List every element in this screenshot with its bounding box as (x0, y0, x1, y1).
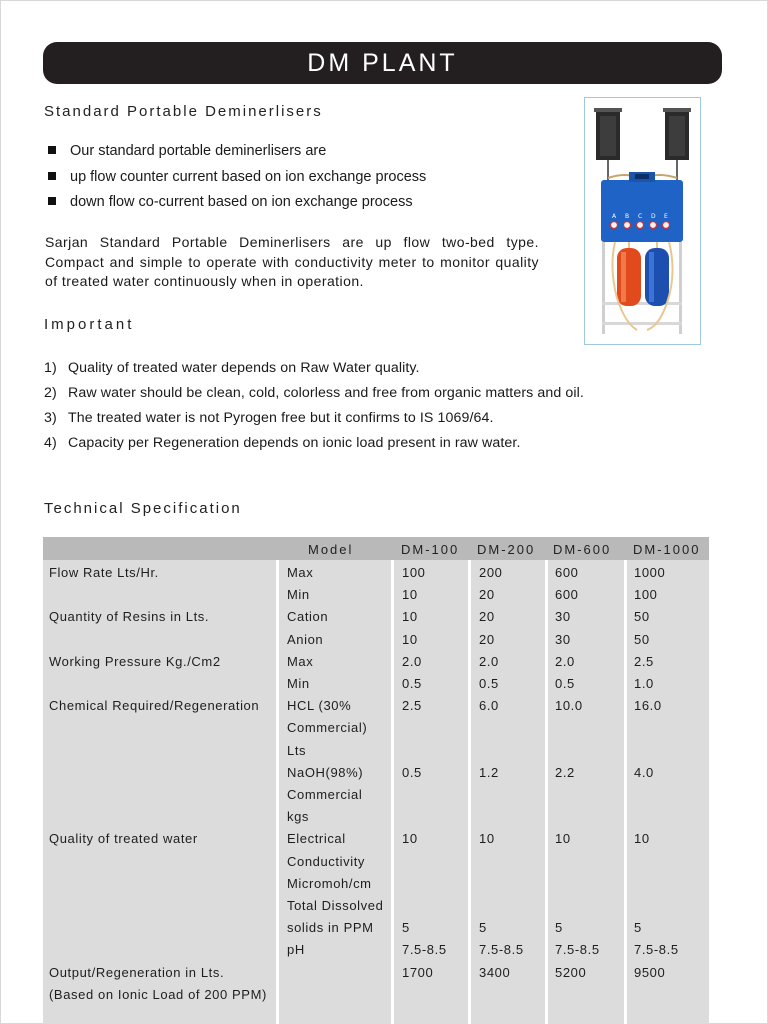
header-dm-600: DM-600 (553, 542, 612, 557)
spec-subparam-cell: HCL (30% (287, 698, 352, 713)
panel-label-b: B (625, 213, 630, 220)
bullet-text: Our standard portable deminerlisers are (70, 143, 327, 159)
item-text: Raw water should be clean, cold, colorless and free from organic matters and oil. (68, 385, 584, 401)
spec-value-cell: 2.5 (634, 654, 654, 669)
spec-value-cell: 7.5-8.5 (479, 942, 524, 957)
item-text: Quality of treated water depends on Raw Water quality. (68, 360, 420, 376)
spec-value-cell: 0.5 (402, 676, 422, 691)
spec-param-cell: Flow Rate Lts/Hr. (49, 565, 159, 580)
bullet-item (47, 192, 426, 218)
important-heading: Important (44, 316, 135, 333)
column-divider (545, 560, 548, 1024)
spec-subparam-cell: Cation (287, 609, 329, 624)
spec-subparam-cell: Max (287, 565, 314, 580)
spec-subparam-cell: Total Dissolved (287, 898, 384, 913)
spec-value-cell: 10 (479, 831, 495, 846)
column-divider (624, 560, 627, 1024)
page-title: DM PLANT (43, 42, 722, 84)
spec-subparam-cell: solids in PPM (287, 920, 374, 935)
standard-heading: Standard Portable Deminerlisers (44, 103, 323, 120)
spec-value-cell: 4.0 (634, 765, 654, 780)
panel-label-d: D (651, 213, 656, 220)
bullet-square-icon (48, 197, 56, 205)
spec-value-cell: 10 (402, 609, 418, 624)
spec-value-cell: 10.0 (555, 698, 583, 713)
spec-value-cell: 7.5-8.5 (555, 942, 600, 957)
spec-value-cell: 5 (634, 920, 642, 935)
spec-subparam-cell: Electrical (287, 831, 346, 846)
item-number: 2) (44, 385, 57, 401)
spec-value-cell: 5 (555, 920, 563, 935)
bullet-square-icon (48, 172, 56, 180)
panel-label-e: E (664, 213, 668, 220)
item-number: 4) (44, 435, 57, 451)
spec-param-cell: (Based on Ionic Load of 200 PPM) (49, 987, 267, 1002)
spec-subparam-cell: Min (287, 587, 310, 602)
spec-value-cell: 9500 (634, 965, 666, 980)
tech-spec-heading: Technical Specification (44, 500, 242, 517)
bullet-square-icon (48, 146, 56, 154)
spec-param-cell: Working Pressure Kg./Cm2 (49, 654, 221, 669)
spec-value-cell: 2.5 (402, 698, 422, 713)
description-paragraph: Sarjan Standard Portable Deminerlisers are up flow two-bed type. Compact and simple to operate with conductivity meter to monitor quality of treated water continuously when in operation. (45, 234, 539, 289)
spec-subparam-cell: pH (287, 942, 305, 957)
spec-value-cell: 100 (634, 587, 658, 602)
spec-subparam-cell: Min (287, 676, 310, 691)
item-number: 3) (44, 410, 57, 426)
spec-value-cell: 20 (479, 587, 495, 602)
spec-value-cell: 10 (402, 587, 418, 602)
spec-param-cell: Quantity of Resins in Lts. (49, 609, 210, 624)
spec-value-cell: 10 (402, 831, 418, 846)
header-dm-1000: DM-1000 (633, 542, 701, 557)
spec-value-cell: 5200 (555, 965, 587, 980)
spec-subparam-cell: Micromoh/cm (287, 876, 372, 891)
spec-value-cell: 2.0 (402, 654, 422, 669)
spec-param-cell: Chemical Required/Regeneration (49, 698, 260, 713)
item-text: Capacity per Regeneration depends on ionic load present in raw water. (68, 435, 521, 451)
spec-subparam-cell: Lts (287, 743, 307, 758)
important-item (44, 383, 584, 408)
spec-value-cell: 30 (555, 609, 571, 624)
spec-value-cell: 2.0 (479, 654, 499, 669)
important-item (44, 433, 584, 458)
spec-subparam-cell: kgs (287, 809, 310, 824)
spec-value-cell: 6.0 (479, 698, 499, 713)
spec-value-cell: 50 (634, 609, 650, 624)
column-divider (276, 560, 279, 1024)
important-item (44, 408, 584, 433)
spec-param-cell: Output/Regeneration in Lts. (49, 965, 225, 980)
important-item (44, 358, 584, 383)
column-divider (468, 560, 471, 1024)
spec-value-cell: 20 (479, 609, 495, 624)
spec-value-cell: 0.5 (479, 676, 499, 691)
spec-value-cell: 10 (634, 831, 650, 846)
spec-value-cell: 200 (479, 565, 503, 580)
spec-table (43, 537, 709, 1024)
spec-subparam-cell: Anion (287, 632, 324, 647)
spec-value-cell: 10 (402, 632, 418, 647)
column-divider (391, 560, 394, 1024)
spec-subparam-cell: NaOH(98%) (287, 765, 364, 780)
header-dm-200: DM-200 (477, 542, 536, 557)
spec-value-cell: 2.2 (555, 765, 575, 780)
header-dm-100: DM-100 (401, 542, 460, 557)
spec-value-cell: 0.5 (555, 676, 575, 691)
spec-param-cell: Quality of treated water (49, 831, 198, 846)
dm-plant-photo (584, 97, 701, 345)
spec-value-cell: 1.0 (634, 676, 654, 691)
item-text: The treated water is not Pyrogen free but it confirms to IS 1069/64. (68, 410, 494, 426)
header-model: Model (308, 542, 354, 557)
spec-subparam-cell: Max (287, 654, 314, 669)
bullet-item (47, 167, 426, 193)
spec-value-cell: 600 (555, 565, 579, 580)
dm-plant-illustration (585, 98, 700, 344)
spec-subparam-cell: Conductivity (287, 854, 366, 869)
spec-value-cell: 1.2 (479, 765, 499, 780)
item-number: 1) (44, 360, 57, 376)
spec-value-cell: 1700 (402, 965, 434, 980)
spec-value-cell: 10 (555, 831, 571, 846)
spec-value-cell: 5 (402, 920, 410, 935)
spec-value-cell: 1000 (634, 565, 666, 580)
spec-value-cell: 3400 (479, 965, 511, 980)
spec-value-cell: 600 (555, 587, 579, 602)
panel-label-c: C (638, 213, 643, 220)
spec-value-cell: 2.0 (555, 654, 575, 669)
bullet-text: down flow co-current based on ion exchange process (70, 194, 413, 210)
feature-bullet-list (47, 141, 426, 218)
bullet-text: up flow counter current based on ion exchange process (70, 168, 427, 185)
spec-subparam-cell: Commercial) (287, 720, 368, 735)
spec-value-cell: 50 (634, 632, 650, 647)
panel-label-a: A (612, 213, 617, 220)
spec-value-cell: 16.0 (634, 698, 662, 713)
spec-value-cell: 7.5-8.5 (402, 942, 447, 957)
spec-value-cell: 20 (479, 632, 495, 647)
spec-value-cell: 30 (555, 632, 571, 647)
spec-value-cell: 5 (479, 920, 487, 935)
spec-value-cell: 0.5 (402, 765, 422, 780)
spec-value-cell: 7.5-8.5 (634, 942, 679, 957)
important-list (44, 358, 584, 458)
spec-value-cell: 100 (402, 565, 426, 580)
spec-subparam-cell: Commercial (287, 787, 363, 802)
bullet-item (47, 141, 426, 167)
